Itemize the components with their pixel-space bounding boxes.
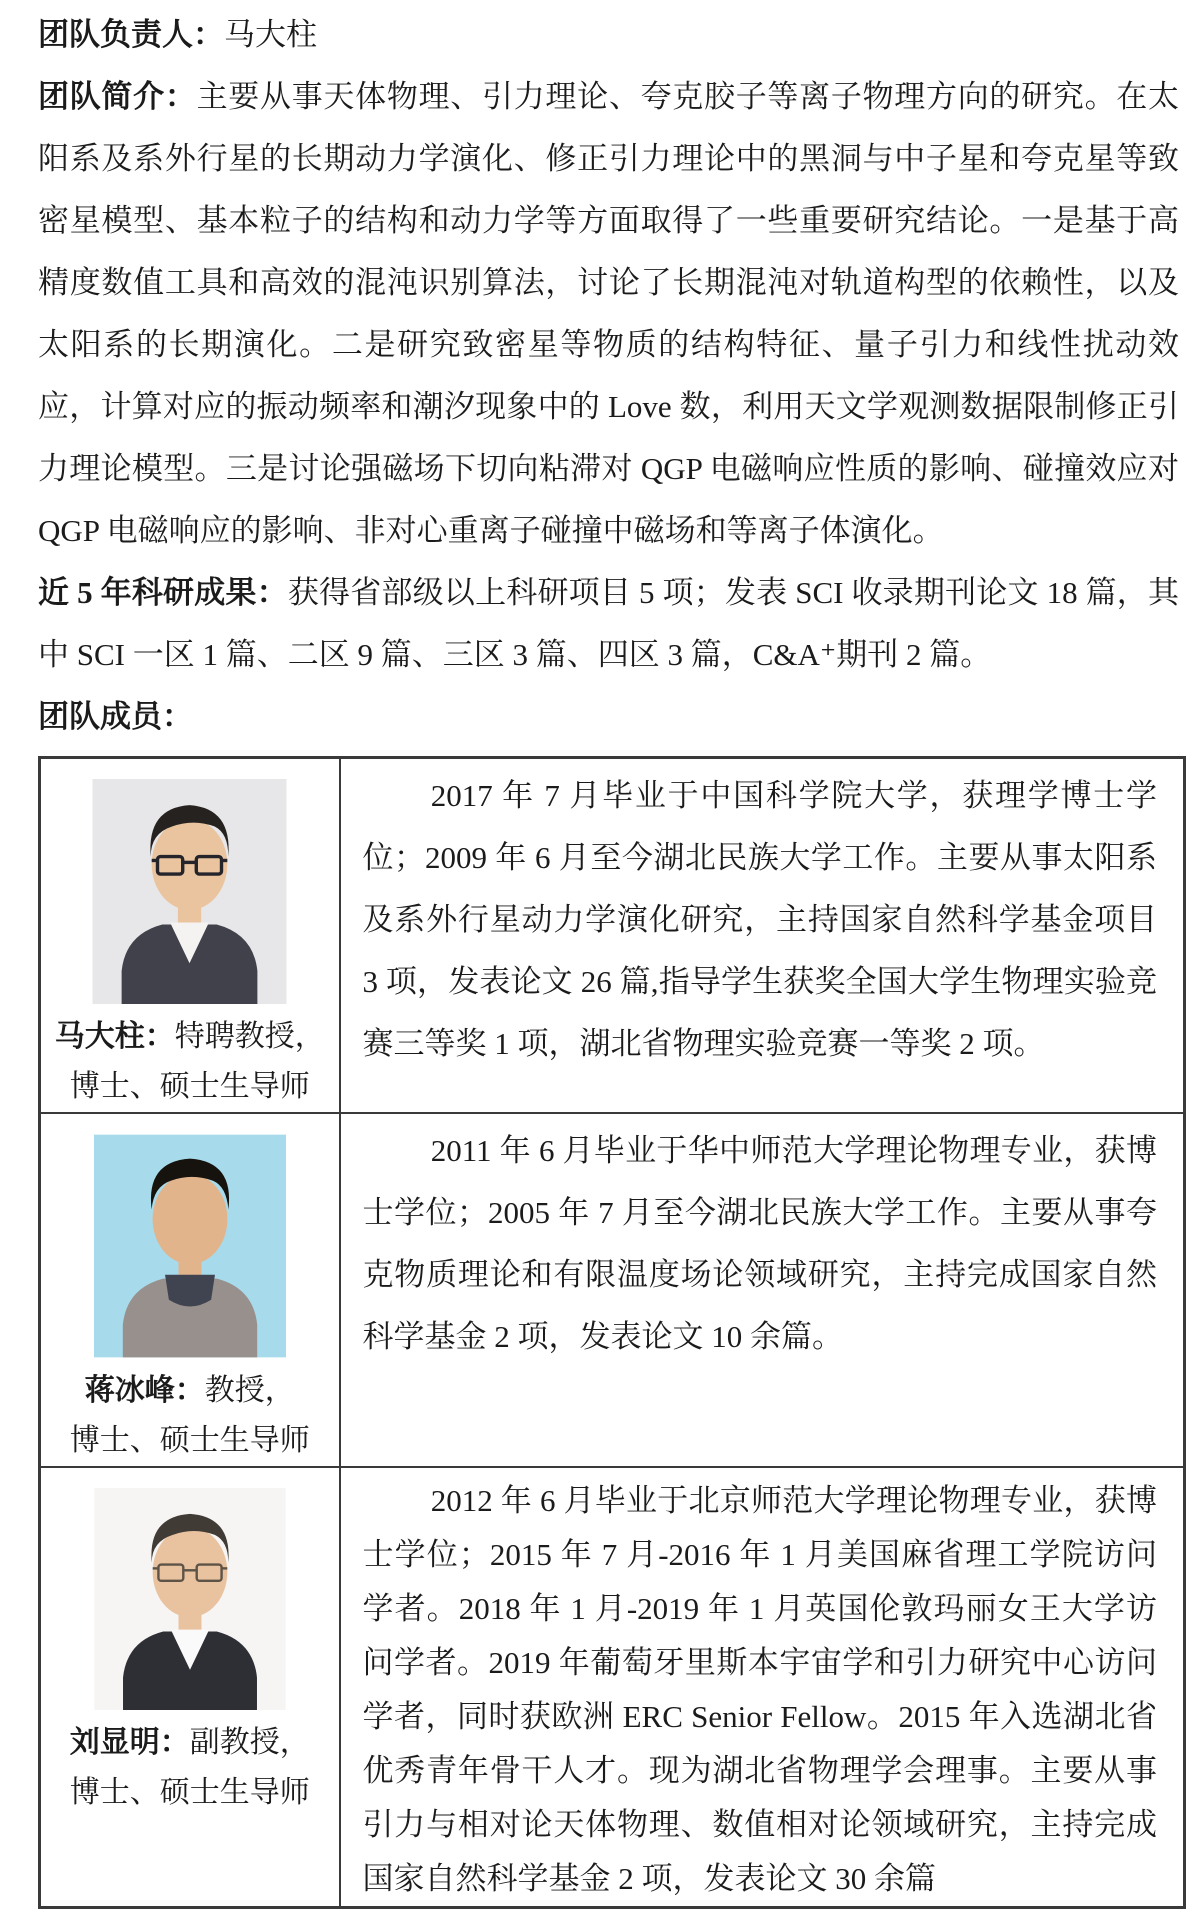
member-title: 教授， xyxy=(204,1374,295,1407)
team-intro-paragraph xyxy=(38,66,1179,562)
member-name: 刘显明： xyxy=(69,1726,190,1759)
member-title: 副教授， xyxy=(189,1726,310,1759)
team-leader-name: 马大柱 xyxy=(224,17,317,52)
members-table xyxy=(38,756,1186,1909)
member-bio: 2017 年 7 月毕业于中国科学院大学，获理学博士学位；2009 年 6 月至今湖北民族大学工作。主要从事太阳系及系外行星动力学演化研究，主持国家自然科学基金项目 3 项，发表论文 26 篇,指导学生获奖全国大学生物理实验竞赛三等奖 1 项，湖北省物理实验竞赛一等奖 2 项。 xyxy=(362,778,1157,1061)
member-name: 马大柱： xyxy=(54,1020,175,1053)
team-intro-label: 团队简介： xyxy=(38,79,197,114)
member-title: 特聘教授， xyxy=(174,1020,325,1053)
person-portrait-icon xyxy=(92,1488,288,1710)
members-label: 团队成员： xyxy=(38,699,193,734)
member-title-2: 博士、硕士生导师 xyxy=(69,1070,310,1103)
team-intro-text: 主要从事天体物理、引力理论、夸克胶子等离子物理方向的研究。在太阳系及系外行星的长期动力学演化、修正引力理论中的黑洞与中子星和夸克星等致密星模型、基本粒子的结构和动力学等方面取得了一些重要研究结论。一是基于高精度数值工具和高效的混沌识别算法，讨论了长期混沌对轨道构型的依赖性，以及太阳系的长期演化。二是研究致密星等物质的结构特征、量子引力和线性扰动效应，计算对应的振动频率和潮汐现象中的 Love 数，利用天文学观测数据限制修正引力理论模型。三是讨论强磁场下切向粘滞对 QGP 电磁响应性质的影响、碰撞效应对 QGP 电磁响应的影响、非对心重离子碰撞中磁场和等离子体演化。 xyxy=(38,79,1180,548)
member-title-2: 博士、硕士生导师 xyxy=(69,1776,310,1809)
member-title-2: 博士、硕士生导师 xyxy=(69,1424,310,1457)
person-portrait-icon xyxy=(92,779,287,1004)
member-bio: 2012 年 6 月毕业于北京师范大学理论物理专业，获博士学位；2015 年 7 月-2016 年 1 月美国麻省理工学院访问学者。2018 年 1 月-2019 年 1 月英国伦敦玛丽女王大学访问学者。2019 年葡萄牙里斯本宇宙学和引力研究中心访问学者，同时获欧洲 ERC Senior Fellow。2015 年入选湖北省优秀青年骨干人才。现为湖北省物理学会理事。主要从事引力与相对论天体物理、数值相对论领域研究，主持完成国家自然科学基金 2 项，发表论文 30 余篇 xyxy=(362,1483,1157,1896)
member-bio-cell xyxy=(340,1467,1185,1908)
member-row-jiang-bingfeng xyxy=(40,1113,1185,1467)
achievements-paragraph xyxy=(38,562,1179,686)
members-heading xyxy=(38,686,1179,748)
member-bio: 2011 年 6 月毕业于华中师范大学理论物理专业，获博士学位；2005 年 7 月至今湖北民族大学工作。主要从事夸克物质理论和有限温度场论领域研究，主持完成国家自然科学基金 2 项，发表论文 10 余篇。 xyxy=(362,1133,1157,1354)
team-leader-line xyxy=(38,4,1179,66)
member-name: 蒋冰峰： xyxy=(84,1374,205,1407)
achievements-label: 近 5 年科研成果： xyxy=(38,575,288,610)
member-photo-cell xyxy=(40,758,340,1114)
team-leader-label: 团队负责人： xyxy=(38,17,224,52)
member-caption xyxy=(49,1366,331,1466)
member-bio-cell xyxy=(340,758,1185,1114)
achievements-text: 获得省部级以上科研项目 5 项；发表 SCI 收录期刊论文 18 篇，其中 SCI 一区 1 篇、二区 9 篇、三区 3 篇、四区 3 篇，C&A⁺期刊 2 篇。 xyxy=(38,575,1179,672)
member-caption xyxy=(49,1718,331,1818)
member-photo-cell xyxy=(40,1113,340,1467)
member-photo-cell xyxy=(40,1467,340,1908)
member-row-liu-xianming xyxy=(40,1467,1185,1908)
member-bio-cell xyxy=(340,1113,1185,1467)
person-portrait-icon xyxy=(94,1134,286,1358)
member-caption xyxy=(49,1012,331,1112)
member-row-ma-dazhu xyxy=(40,758,1185,1114)
